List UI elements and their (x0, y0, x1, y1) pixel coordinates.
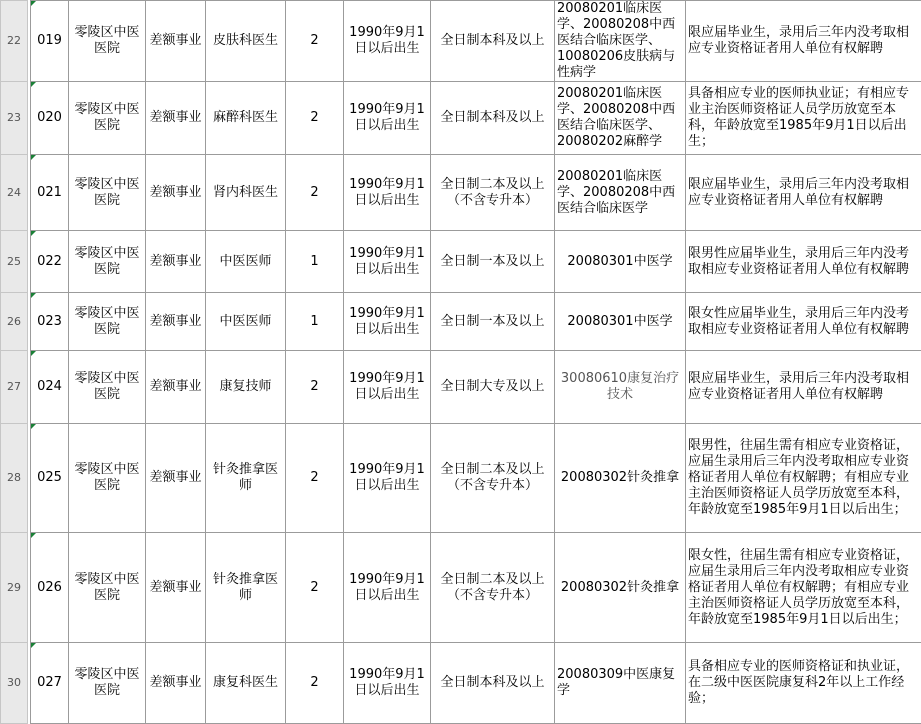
hiring-count-cell[interactable]: 2 (286, 643, 344, 724)
age-requirement-cell[interactable]: 1990年9月1日以后出生 (344, 155, 431, 231)
education-requirement-cell[interactable]: 全日制二本及以上（不含专升本） (431, 155, 555, 231)
post-code-cell[interactable]: 022 (31, 231, 69, 293)
education-requirement-cell[interactable]: 全日制本科及以上 (431, 643, 555, 724)
hiring-count-cell[interactable]: 2 (286, 533, 344, 643)
hiring-count-cell[interactable]: 2 (286, 1, 344, 82)
major-requirement-cell[interactable]: 20080302针灸推拿 (555, 533, 686, 643)
post-name-cell[interactable]: 康复科医生 (206, 643, 286, 724)
other-conditions-cell[interactable]: 具备相应专业的医师资格证和执业证，在二级中医医院康复科2年以上工作经验； (686, 643, 921, 724)
unit-nature-cell[interactable]: 差额事业 (146, 643, 206, 724)
other-conditions-cell[interactable]: 限应届毕业生，录用后三年内没考取相应专业资格证者用人单位有权解聘 (686, 1, 921, 82)
row-number-header[interactable]: 24 (1, 155, 28, 231)
major-requirement-cell[interactable]: 20080201临床医学、20080208中西医结合临床医学、10080206皮肤病与性病学 (555, 1, 686, 82)
hiring-unit-cell[interactable]: 零陵区中医医院 (69, 231, 146, 293)
post-code-cell[interactable]: 021 (31, 155, 69, 231)
other-conditions-cell[interactable]: 限男性应届毕业生，录用后三年内没考取相应专业资格证者用人单位有权解聘 (686, 231, 921, 293)
row-number-header[interactable]: 27 (1, 351, 28, 424)
post-name-cell[interactable]: 针灸推拿医师 (206, 533, 286, 643)
post-name-cell[interactable]: 针灸推拿医师 (206, 424, 286, 533)
other-conditions-cell[interactable]: 限女性应届毕业生，录用后三年内没考取相应专业资格证者用人单位有权解聘 (686, 293, 921, 351)
table-row (1, 533, 921, 643)
post-code-cell[interactable]: 020 (31, 82, 69, 155)
post-name-cell[interactable]: 麻醉科医生 (206, 82, 286, 155)
unit-nature-cell[interactable]: 差额事业 (146, 293, 206, 351)
row-number-header[interactable]: 26 (1, 293, 28, 351)
table-row (1, 231, 921, 293)
table-row (1, 424, 921, 533)
table-row (1, 351, 921, 424)
other-conditions-cell[interactable]: 限应届毕业生，录用后三年内没考取相应专业资格证者用人单位有权解聘 (686, 155, 921, 231)
age-requirement-cell[interactable]: 1990年9月1日以后出生 (344, 643, 431, 724)
unit-nature-cell[interactable]: 差额事业 (146, 533, 206, 643)
table-row (1, 643, 921, 724)
post-code-cell[interactable]: 023 (31, 293, 69, 351)
unit-nature-cell[interactable]: 差额事业 (146, 1, 206, 82)
major-requirement-cell[interactable]: 20080201临床医学、20080208中西医结合临床医学 (555, 155, 686, 231)
other-conditions-cell[interactable]: 限女性，往届生需有相应专业资格证，应届生录用后三年内没考取相应专业资格证者用人单位有权解聘；有相应专业主治医师资格证人员学历放宽至本科，年龄放宽至1985年9月1日以后出生； (686, 533, 921, 643)
table-row (1, 293, 921, 351)
post-code-cell[interactable]: 019 (31, 1, 69, 82)
post-name-cell[interactable]: 中医医师 (206, 293, 286, 351)
row-number-header[interactable]: 25 (1, 231, 28, 293)
hiring-count-cell[interactable]: 2 (286, 424, 344, 533)
unit-nature-cell[interactable]: 差额事业 (146, 82, 206, 155)
education-requirement-cell[interactable]: 全日制大专及以上 (431, 351, 555, 424)
hiring-unit-cell[interactable]: 零陵区中医医院 (69, 351, 146, 424)
table-row (1, 1, 921, 82)
hiring-unit-cell[interactable]: 零陵区中医医院 (69, 155, 146, 231)
education-requirement-cell[interactable]: 全日制本科及以上 (431, 82, 555, 155)
hiring-unit-cell[interactable]: 零陵区中医医院 (69, 533, 146, 643)
age-requirement-cell[interactable]: 1990年9月1日以后出生 (344, 424, 431, 533)
unit-nature-cell[interactable]: 差额事业 (146, 424, 206, 533)
unit-nature-cell[interactable]: 差额事业 (146, 231, 206, 293)
table-row (1, 82, 921, 155)
hiring-count-cell[interactable]: 2 (286, 155, 344, 231)
post-code-cell[interactable]: 027 (31, 643, 69, 724)
age-requirement-cell[interactable]: 1990年9月1日以后出生 (344, 293, 431, 351)
hiring-unit-cell[interactable]: 零陵区中医医院 (69, 643, 146, 724)
row-number-header[interactable]: 28 (1, 424, 28, 533)
other-conditions-cell[interactable]: 限男性，往届生需有相应专业资格证，应届生录用后三年内没考取相应专业资格证者用人单位有权解聘；有相应专业主治医师资格证人员学历放宽至本科，年龄放宽至1985年9月1日以后出生； (686, 424, 921, 533)
row-number-header[interactable]: 30 (1, 643, 28, 724)
major-requirement-cell[interactable]: 20080301中医学 (555, 293, 686, 351)
post-name-cell[interactable]: 皮肤科医生 (206, 1, 286, 82)
other-conditions-cell[interactable]: 限应届毕业生，录用后三年内没考取相应专业资格证者用人单位有权解聘 (686, 351, 921, 424)
hiring-unit-cell[interactable]: 零陵区中医医院 (69, 82, 146, 155)
education-requirement-cell[interactable]: 全日制二本及以上（不含专升本） (431, 424, 555, 533)
age-requirement-cell[interactable]: 1990年9月1日以后出生 (344, 82, 431, 155)
age-requirement-cell[interactable]: 1990年9月1日以后出生 (344, 231, 431, 293)
post-code-cell[interactable]: 026 (31, 533, 69, 643)
age-requirement-cell[interactable]: 1990年9月1日以后出生 (344, 351, 431, 424)
post-code-cell[interactable]: 025 (31, 424, 69, 533)
row-number-header[interactable]: 29 (1, 533, 28, 643)
other-conditions-cell[interactable]: 具备相应专业的医师执业证；有相应专业主治医师资格证人员学历放宽至本科，年龄放宽至1985年9月1日以后出生； (686, 82, 921, 155)
post-name-cell[interactable]: 中医医师 (206, 231, 286, 293)
unit-nature-cell[interactable]: 差额事业 (146, 351, 206, 424)
education-requirement-cell[interactable]: 全日制二本及以上（不含专升本） (431, 533, 555, 643)
hiring-unit-cell[interactable]: 零陵区中医医院 (69, 1, 146, 82)
row-number-header[interactable]: 22 (1, 1, 28, 82)
hiring-count-cell[interactable]: 2 (286, 82, 344, 155)
post-name-cell[interactable]: 康复技师 (206, 351, 286, 424)
major-requirement-cell[interactable]: 20080201临床医学、20080208中西医结合临床医学、20080202麻醉学 (555, 82, 686, 155)
age-requirement-cell[interactable]: 1990年9月1日以后出生 (344, 1, 431, 82)
age-requirement-cell[interactable]: 1990年9月1日以后出生 (344, 533, 431, 643)
education-requirement-cell[interactable]: 全日制一本及以上 (431, 231, 555, 293)
table-row (1, 155, 921, 231)
row-number-header[interactable]: 23 (1, 82, 28, 155)
hiring-unit-cell[interactable]: 零陵区中医医院 (69, 424, 146, 533)
hiring-count-cell[interactable]: 2 (286, 351, 344, 424)
post-code-cell[interactable]: 024 (31, 351, 69, 424)
major-requirement-cell[interactable]: 20080302针灸推拿 (555, 424, 686, 533)
hiring-count-cell[interactable]: 1 (286, 231, 344, 293)
hiring-count-cell[interactable]: 1 (286, 293, 344, 351)
unit-nature-cell[interactable]: 差额事业 (146, 155, 206, 231)
post-name-cell[interactable]: 肾内科医生 (206, 155, 286, 231)
major-requirement-cell[interactable]: 20080309中医康复学 (555, 643, 686, 724)
major-requirement-cell[interactable]: 20080301中医学 (555, 231, 686, 293)
education-requirement-cell[interactable]: 全日制本科及以上 (431, 1, 555, 82)
major-requirement-cell[interactable]: 30080610康复治疗技术 (555, 351, 686, 424)
hiring-unit-cell[interactable]: 零陵区中医医院 (69, 293, 146, 351)
education-requirement-cell[interactable]: 全日制一本及以上 (431, 293, 555, 351)
